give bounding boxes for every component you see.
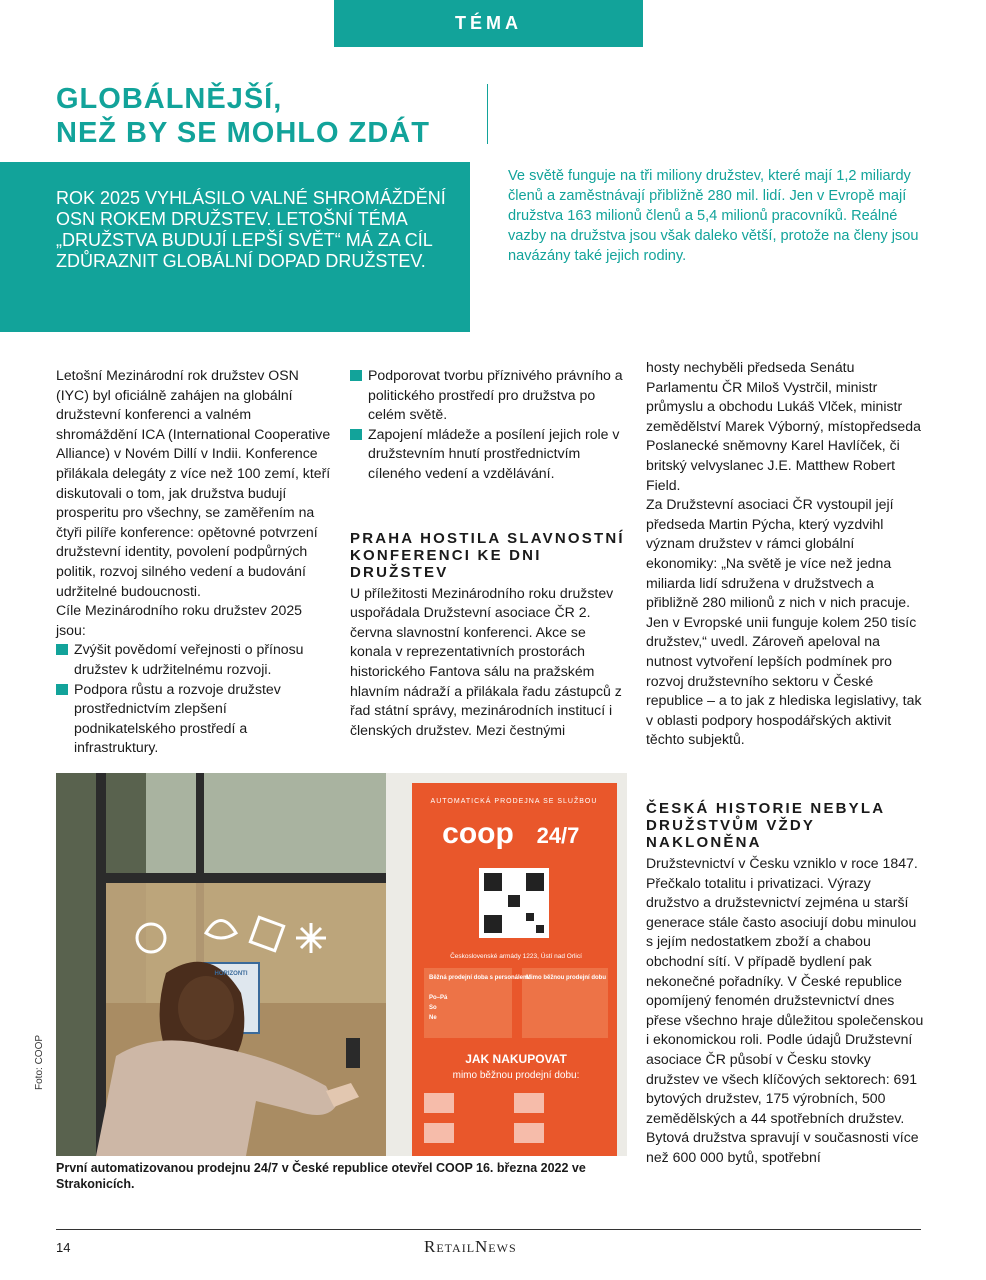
footer-rule [56, 1229, 921, 1230]
sign-top: AUTOMATICKÁ PRODEJNA SE SLUŽBOU [430, 798, 598, 805]
column-3 [646, 358, 926, 750]
paragraph: Družstevnictví v Česku vzniklo v roce 1847. Přečkalo totalitu i privatizaci. Výrazy družstvo a družstevnictví zejména u starší generace stále často asociují dobu minulou s jejím nedostatkem zboží a chabou obchodní sítí. V případě bydlení pak nekonečné pořadníky. V České republice opomíjený fenomén družstevnictví dnes přese všechno hraje důležitou společenskou i ekonomickou roli. Podle údajů Družstevní asociace ČR působí v Česku stovky družstev ve všech klíčových sektorech: 691 bytových družstev, 175 výrobních, 500 zemědělských a 44 spotřebních družstev. Bytová družstva spravují v současnosti více než 600 000 bytů, spotřební [646, 855, 924, 1165]
paragraph: Letošní Mezinárodní rok družstev OSN (IYC) byl oficiálně zahájen na globální družstevní konferenci a valném shromáždění ICA (International Cooperative Alliance) v Novém Dillí v Indii. Konference přilákala delegáty z více než 100 zemí, kteří diskutovali o tom, jak družstva budují prosperitu pro všechny, se zaměřením na čtyři pilíře konference: opětovné potvrzení družstevní identity, povolení podpůrných politik, rozvoj silného vedení a budování udržitelné budoucnosti. [56, 367, 331, 599]
page-number: 14 [56, 1240, 71, 1255]
list-item-text: Zvýšit povědomí veřejnosti o přínosu družstev k udržitelnému rozvoji. [74, 641, 304, 677]
sign-brand: coop [442, 817, 514, 850]
bullet-square-icon [56, 684, 68, 695]
list-item [56, 640, 331, 679]
sign-how: JAK NAKUPOVAT [465, 1052, 567, 1066]
column-4 [646, 800, 926, 1168]
logo-text: RetailNews [424, 1237, 517, 1256]
page-title [56, 82, 476, 150]
subheading: PRAHA HOSTILA SLAVNOSTNÍ KONFERENCI KE DNI DRUŽSTEV [350, 529, 625, 581]
list-item [350, 425, 625, 484]
photo-illustration [56, 773, 627, 1156]
sign-address: Československé armády 1223, Ústí nad Orlicí [450, 953, 582, 960]
column-2 [350, 366, 625, 740]
bullet-square-icon [350, 370, 362, 381]
list-item-text: Podporovat tvorbu příznivého právního a politického prostředí pro družstva po celém světě. [368, 367, 623, 423]
paragraph: hosty nechyběli předseda Senátu Parlamentu ČR Miloš Vystrčil, ministr průmyslu a obchodu Lukáš Vlček, ministr zemědělství Marek Výborný, místopředseda Poslanecké sněmovny Karel Havlíček, či britský velvyslanec J.E. Matthew Robert Field. [646, 359, 921, 493]
photo-caption: První automatizovanou prodejnu 24/7 v České republice otevřel COOP 16. března 2022 ve Strakonicích. [56, 1161, 586, 1191]
sign-hours: 24/7 [536, 823, 580, 848]
lead-text: ROK 2025 VYHLÁSILO VALNÉ SHROMÁŽDĚNÍ OSN ROKEM DRUŽSTEV. LETOŠNÍ TÉMA „DRUŽSTVA BUDUJÍ LEPŠÍ SVĚT“ MÁ ZA CÍL ZDŮRAZNIT GLOBÁLNÍ DOPAD DRUŽSTEV. [56, 188, 446, 271]
sign-day-0: Po–Pá [429, 995, 448, 1001]
title-divider [487, 84, 488, 144]
column-1 [56, 366, 331, 758]
paragraph: U příležitosti Mezinárodního roku družstev uspořádala Družstevní asociace ČR 2. června slavnostní konferenci. Akce se konala v reprezentativních prostorách historického Fantova sálu na pražském hlavním nádraží a přilákala řadu zástupců z řad státní správy, mezinárodních institucí i členských družstev. Mezi čestnými [350, 584, 622, 738]
sign-how-sub: mimo běžnou prodejní dobu: [452, 1070, 580, 1081]
title-line-1: GLOBÁLNĚJŠÍ, [56, 83, 283, 115]
photo-credit: Foto: COOP [34, 1034, 45, 1090]
list-item [350, 366, 625, 425]
sign-col-right: Mimo běžnou prodejní dobu [526, 975, 606, 981]
list-item-text: Podpora růstu a rozvoje družstev prostřednictvím zlepšení podnikatelského prostředí a infrastruktury. [74, 680, 281, 756]
bullet-square-icon [56, 644, 68, 655]
intro-paragraph: Ve světě funguje na tři miliony družstev, které mají 1,2 miliardy členů a zaměstnávají přibližně 280 mil. lidí. Jen v Evropě mají družstva 163 milionů členů a 5,4 milionů pracovníků. Reálné vazby na družstva jsou však daleko větší, protože na členy jsou navázány také jejich rodiny. [508, 168, 919, 264]
retailnews-logo [424, 1237, 517, 1257]
door-card: HORIZONTI [214, 971, 248, 977]
store-photo [56, 773, 627, 1156]
paragraph: Cíle Mezinárodního roku družstev 2025 jsou: [56, 602, 302, 638]
sign-day-2: Ne [429, 1015, 437, 1021]
sign-day-1: So [429, 1005, 437, 1011]
title-line-2: NEŽ BY SE MOHLO ZDÁT [56, 117, 430, 149]
section-tab: TÉMA [334, 0, 643, 47]
sign-col-left: Běžná prodejní doba s personálem: [429, 975, 531, 981]
bullet-square-icon [350, 429, 362, 440]
list-item-text: Zapojení mládeže a posílení jejich role v družstevním hnutí prostřednictvím cíleného vedení a vzdělávání. [368, 425, 620, 481]
paragraph: Za Družstevní asociaci ČR vystoupil její předseda Martin Pýcha, který vyzdvihl význam družstev v rámci globální ekonomiky: „Na světě je více než jedna miliarda lidí sdružena v družstvech a přibližně 280 milionů z nich v nich pracuje. Jen v Evropské unii funguje kolem 250 tisíc družstev,“ uvedl. Zároveň apeloval na nutnost vytvoření lepších podmínek pro rozvoj družstevního sektoru v České republice – a to jak z hlediska legislativy, tak v oblasti podpory hospodářských aktivit těchto subjektů. [646, 496, 922, 748]
list-item [56, 680, 331, 758]
lead-box [0, 162, 470, 332]
subheading: ČESKÁ HISTORIE NEBYLA DRUŽSTVŮM VŽDY NAKLONĚNA [646, 800, 885, 851]
